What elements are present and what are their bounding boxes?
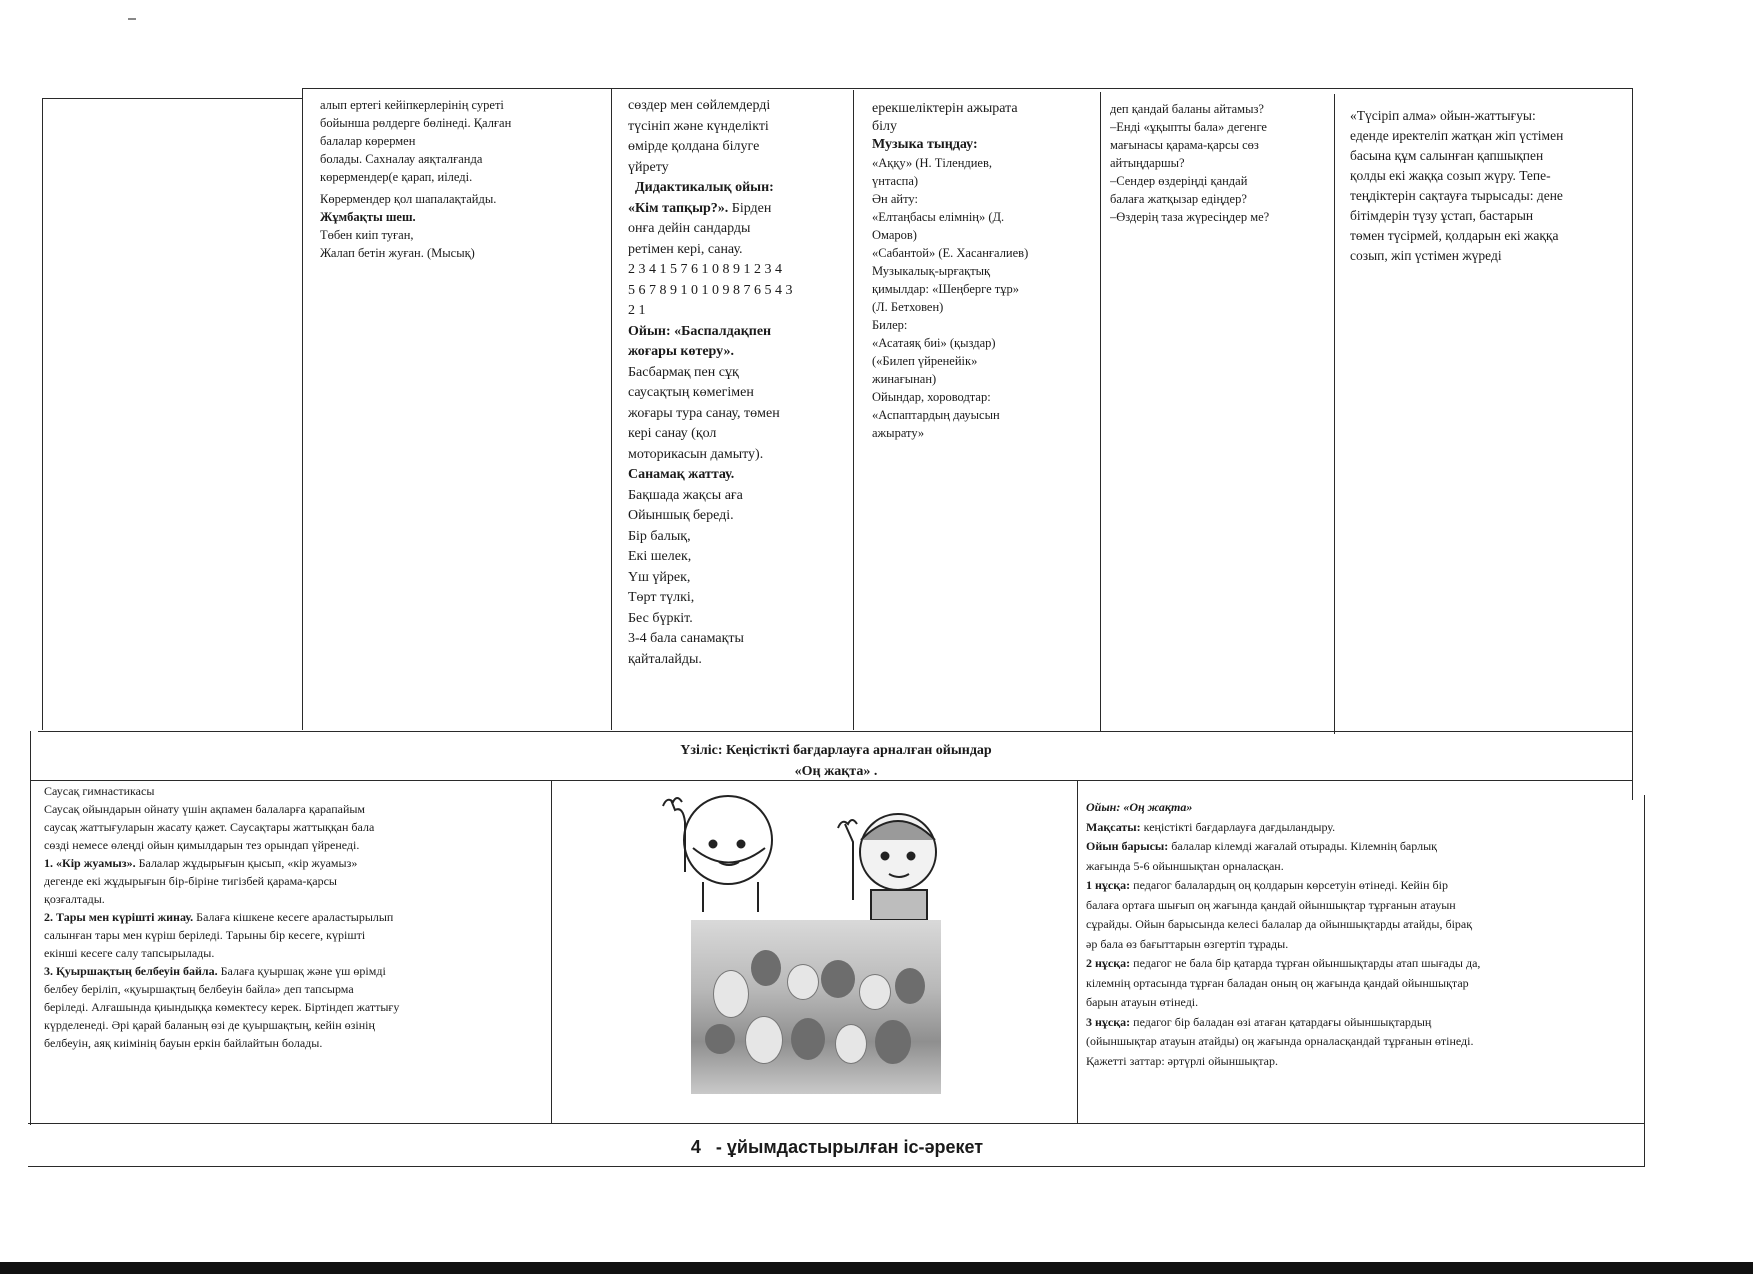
game-line: Мақсаты: кеңістікті бағдарлауға дағдыландыру. [1086,819,1336,834]
toy [835,1024,867,1064]
col3-line: кері санау (қол [628,426,717,441]
top-table-border-left [42,98,43,730]
illustration-cell [553,782,1075,1122]
col6-line: бітімдерін түзу ұстап, бастарын [1350,208,1534,223]
game-line: кілемнің ортасында тұрған баладан оның оң жағында қандай ойыншықтар [1086,975,1469,990]
col4-line: ерекшеліктерін ажырата [872,101,1018,116]
game-line: 1 нұсқа: педагог балалардың оң қолдарын көрсетуін өтінеді. Кейін бір [1086,878,1448,892]
col4-line: Омаров) [872,228,917,242]
col3-line: Екі шелек, [628,549,692,564]
girl-figure [663,796,772,912]
finger-line: 1. «Кір жуамыз». Балалар жұдырығын қысып, «кір жуамыз» [44,856,358,870]
col-divider-4 [1100,92,1101,732]
game-line: Ойын барысы: балалар кілемді жағалай отырады. Кілемнің барлық [1086,839,1437,853]
col4-line: Ойындар, хороводтар: [872,390,991,404]
col5-line: деп қандай баланы айтамыз? [1110,102,1264,116]
bottom-table-border-left [30,731,31,1125]
col3-line: 3-4 бала санамақты [628,631,744,646]
col-divider-3 [853,90,854,730]
col3-heading: Дидактикалық ойын: [628,180,774,195]
top-table-border-right [1632,88,1633,800]
finger-line: екінші кесеге салу тапсырылады. [44,946,215,960]
finger-line: дегенде екі жұдырығын бір-біріне тигізбей қарама-қарсы [44,874,337,888]
col-divider-2 [611,88,612,730]
top-table-bottom-border [38,731,1632,732]
col3-line: өмірде қолдана білуге [628,139,760,154]
toys-photo [691,920,941,1094]
col6-line: қолды екі жаққа созып жүру. Тепе- [1350,168,1551,183]
col4-line: «Аспаптардың дауысын [872,408,1000,422]
col4-line: Билер: [872,318,908,332]
toy [791,1018,825,1060]
col3-line: ретімен кері, санау. [628,241,743,257]
col3-line: моторикасын дамыту). [628,446,764,462]
col6-line: төмен түсірмей, қолдарын екі жаққа [1350,228,1559,243]
col2-line: көрермендер(е қарап, иіледі. [320,170,473,184]
footer-bottom-border [28,1166,1644,1167]
col-divider-1 [302,88,303,730]
col6-line: басына құм салынған қапшықпен [1350,148,1544,163]
toy [821,960,855,998]
col2-line: болады. Сахналау аяқталғанда [320,152,483,166]
col2-line: алып ертегі кейіпкерлерінің суреті [320,98,504,112]
break-subtitle: «Оң жақта» . [794,764,878,779]
game-title: Ойын: «Оң жақта» [1086,800,1193,814]
toy [895,968,925,1004]
col3-heading: Санамақ жаттау. [628,467,735,482]
col6-line: «Түсіріп алма» ойын-жаттығуы: [1350,108,1536,123]
col5-line: айтыңдаршы? [1110,156,1185,170]
col6-line: еденде иректеліп жатқан жіп үстімен [1350,128,1564,143]
col4-line: «Сабантой» (Е. Хасанғалиев) [872,246,1029,260]
toy [875,1020,911,1064]
game-line: 3 нұсқа: педагог бір баладан өзі атаған қатардағы ойыншықтардың [1086,1014,1432,1029]
bottom-col-divider-1 [551,780,552,1124]
finger-line: қозғалтады. [44,892,105,906]
col3-line: Ойыншық береді. [628,508,734,523]
col4-line: қимылдар: «Шеңберге тұр» [872,282,1020,296]
footer-title: 4 - ұйымдастырылған іс-әрекет [690,1137,984,1157]
finger-gymnastics-title: Саусақ гимнастикасы [44,784,155,798]
toy [705,1024,735,1054]
col6-line: созып, жіп үстімен жүреді [1350,248,1502,263]
finger-line: сөзді немесе өлеңді ойын қимылдарын тез орындап үйренеді. [44,838,360,852]
game-line: сұрайды. Ойын барысында келесі балалар да ойыншықтарды атайды, бірақ [1086,917,1473,931]
col3-line: үйрету [628,159,669,175]
children-raising-hands-illustration [553,782,1075,922]
col3-line: жоғары тура санау, төмен [628,405,780,421]
game-line: балаға ортаға шығып оң жағында қандай ойыншықтар тұрғанын атауын [1086,897,1456,912]
game-line: (ойыншықтар атауын атайды) оң жағында орналасқандай тұрғанын өтінеді. [1086,1034,1474,1048]
finger-line: 3. Қуыршақтың белбеуін байла. Балаға қуыршақ және үш өрімді [44,964,386,978]
bottom-table-top-border [30,780,1632,781]
top-table-left-top-border [42,98,302,99]
scan-bottom-bar [0,1262,1753,1274]
col4-cell [872,100,1097,500]
col2-line: балалар көрермен [320,134,416,148]
col2-line: Төбен киіп туған, [320,228,414,242]
col4-heading: Музыка тыңдау: [872,137,978,152]
col3-heading: жоғары көтеру». [628,344,734,359]
col2-line: бойынша рөлдерге бөлінеді. Қалған [320,116,512,130]
col4-line: жинағынан) [872,372,937,386]
finger-line: салынған тары мен күріш беріледі. Тарыны бір кесеге, күрішті [44,928,366,942]
break-row [40,740,1632,784]
col3-heading: Ойын: «Баспалдақпен [628,323,772,339]
toy [751,950,781,986]
col3-line: 2 1 [628,303,646,318]
finger-line: беріледі. Алғашында қиындыққа көмектесу керек. Біртіндеп жаттығу [44,1000,400,1014]
finger-line: белбеуін, аяқ киімінің бауын еркін байлайтын болады. [44,1036,323,1050]
game-right-side-cell [1086,798,1641,1120]
col4-line: ажырату» [872,426,925,440]
col3-line: сөздер мен сөйлемдерді [628,98,771,113]
col2-cell [320,96,605,696]
col3-line: Төрт түлкі, [628,590,695,605]
col2-line: Жалап бетін жуған. (Мысық) [320,246,475,260]
col4-line: Ән айту: [872,192,918,206]
col6-cell [1350,106,1630,306]
col3-cell [628,96,850,696]
toy [745,1016,783,1064]
col3-line: Басбармақ пен сұқ [628,364,739,380]
col5-line: балаға жатқызар едіңдер? [1110,192,1247,206]
col6-line: теңдіктерін сақтауға тырысады: дене [1350,188,1563,203]
col4-line: «Асатаяқ биі» (қыздар) [872,336,996,350]
finger-gymnastics-cell [44,782,548,1112]
col3-line: түсініп және күнделікті [628,118,769,134]
game-line: Қажетті заттар: әртүрлі ойыншықтар. [1086,1053,1278,1068]
col2-line: Көрермендер қол шапалақтайды. [320,192,497,206]
col3-line: Үш үйрек, [628,569,691,585]
bottom-table-border-right [1644,795,1645,1167]
finger-line: белбеу беріліп, «қуыршақтың белбеуін байла» деп тапсырма [44,982,354,996]
finger-line: саусақ жаттығуларын жасату қажет. Саусақтары жаттыққан бала [44,820,375,834]
game-line: жағында 5-6 ойыншықтан орналасқан. [1086,858,1284,873]
game-line: барын атауын өтінеді. [1086,995,1199,1009]
finger-line: күрделенеді. Әрі қарай баланың өзі де қуыршақтың, кейін өзінің [44,1018,375,1032]
bottom-col-divider-2 [1077,780,1078,1124]
toy [859,974,891,1010]
col5-line: мағынасы қарама-қарсы сөз [1110,138,1259,152]
finger-line: 2. Тары мен күрішті жинау. Балаға кішкене кесеге араластырылып [44,910,394,924]
bottom-table-bottom-border [28,1123,1644,1124]
col5-line: –Енді «ұқыпты бала» дегенге [1110,120,1267,134]
col5-line: –Өздерің таза жүресіңдер ме? [1110,210,1270,224]
col3-line: қайталайды. [628,651,702,667]
col3-line: Бес бүркіт. [628,610,693,626]
col2-riddle-title: Жұмбақты шеш. [320,210,416,224]
game-line: әр бала өз бағыттарын өзгертіп тұрады. [1086,936,1289,951]
col3-line: онға дейін сандарды [628,221,751,236]
col3-line: Бақшада жақсы аға [628,487,743,503]
finger-line: Саусақ ойындарын ойнату үшін ақпамен балаларға қарапайым [44,802,366,816]
boy-figure [838,814,936,920]
top-table-top-border [302,88,1632,89]
col4-line: (Л. Бетховен) [872,300,944,314]
col4-line: («Билеп үйренейік» [872,354,978,368]
col4-line: «Аққу» (Н. Тілендиев, [872,156,993,170]
col3-line: Бір балық, [628,528,691,544]
col5-cell [1110,100,1332,300]
col3-line: 2 3 4 1 5 7 6 1 0 8 9 1 2 3 4 [628,262,782,277]
col5-line: –Сендер өздеріңді қандай [1110,174,1248,188]
col3-line: саусақтың көмегімен [628,385,754,400]
col-divider-5 [1334,94,1335,734]
game-line: 2 нұсқа: педагог не бала бір қатарда тұрған ойыншықтарды атап шығады да, [1086,956,1481,970]
toy [787,964,819,1000]
break-title: Үзіліс: Кеңістікті бағдарлауға арналған ойындар [680,743,992,758]
col3-line: 5 6 7 8 9 1 0 1 0 9 8 7 6 5 4 3 [628,282,793,298]
scan-mark [128,18,136,20]
col3-line: «Кім тапқыр?». Бірден [628,200,772,216]
col4-line: білу [872,119,897,134]
toy [713,970,749,1018]
col4-line: «Елтаңбасы елімнің» (Д. [872,210,1005,224]
col4-line: үнтаспа) [872,174,919,188]
col4-line: Музыкалық-ырғақтық [872,264,991,278]
